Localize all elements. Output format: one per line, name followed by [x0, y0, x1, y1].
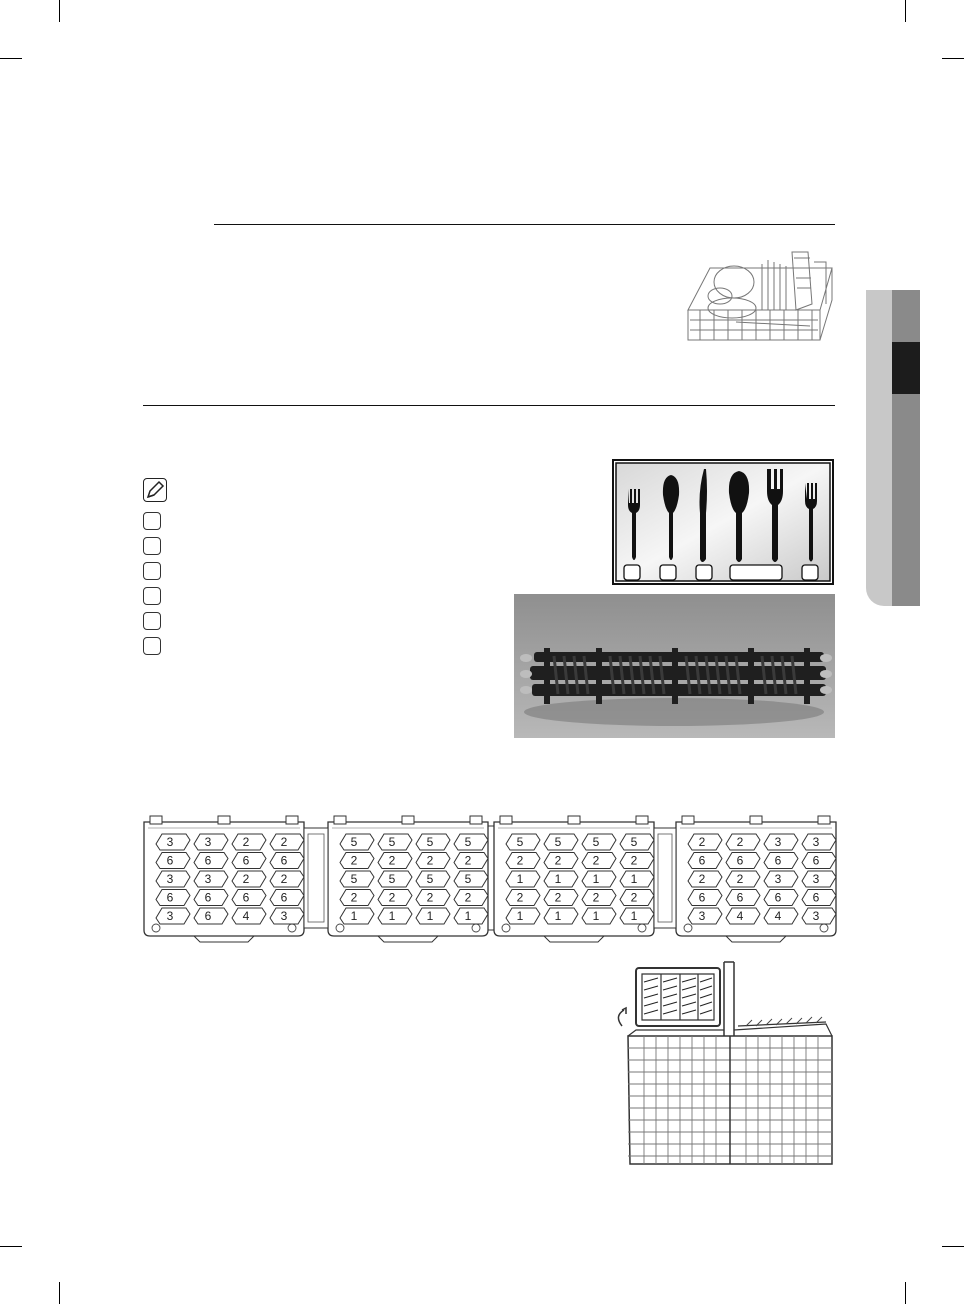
slot-number: 1 — [516, 872, 524, 886]
slot-number: 5 — [426, 835, 434, 849]
slot-number: 3 — [166, 909, 174, 923]
cutlery-basket-photo — [514, 594, 835, 738]
slot-number: 4 — [736, 909, 744, 923]
slot-number: 6 — [698, 853, 706, 868]
slot-number: 1 — [516, 909, 524, 923]
slot-number: 2 — [242, 835, 250, 849]
slot-number: 2 — [388, 890, 396, 905]
crop-mark — [59, 1282, 60, 1304]
cutlery-panel — [328, 816, 488, 942]
slot-number: 1 — [592, 872, 600, 886]
slot-number: 6 — [280, 853, 288, 868]
slot-number: 2 — [464, 890, 472, 905]
slot-number: 6 — [166, 853, 174, 868]
slot-number: 2 — [630, 853, 638, 868]
slot-number: 5 — [464, 872, 472, 886]
slot-number: 2 — [736, 872, 744, 886]
slot-number: 6 — [280, 890, 288, 905]
slot-number: 2 — [280, 872, 288, 886]
slot-number: 6 — [204, 853, 212, 868]
slot-number: 2 — [388, 853, 396, 868]
slot-number: 3 — [774, 872, 782, 886]
slot-number: 3 — [280, 909, 288, 923]
chapter-tab-active — [892, 342, 920, 394]
slot-number: 2 — [426, 853, 434, 868]
slot-number: 4 — [774, 909, 782, 923]
crop-mark — [905, 1282, 906, 1304]
bullet-box-3 — [143, 562, 161, 580]
slot-number: 6 — [774, 853, 782, 868]
slot-number: 3 — [698, 909, 706, 923]
slot-number: 3 — [774, 835, 782, 849]
cutlery-basket-layout — [140, 812, 840, 946]
slot-number: 2 — [554, 853, 562, 868]
crop-mark — [942, 1246, 964, 1247]
lower-rack-illustration — [680, 244, 842, 352]
slot-number: 2 — [698, 835, 706, 849]
slot-number: 3 — [204, 835, 212, 849]
slot-number: 2 — [592, 853, 600, 868]
chapter-tab — [866, 290, 920, 606]
slot-number: 3 — [812, 909, 820, 923]
slot-number: 2 — [554, 890, 562, 905]
slot-number: 3 — [204, 872, 212, 886]
slot-number: 1 — [464, 909, 472, 923]
utensil-label-box — [624, 565, 640, 580]
crop-mark — [942, 58, 964, 59]
slot-number: 5 — [516, 835, 524, 849]
bullet-box-5 — [143, 612, 161, 630]
slot-number: 1 — [554, 909, 562, 923]
crop-mark — [0, 58, 22, 59]
cutlery-panel — [144, 816, 304, 942]
slot-number: 2 — [592, 890, 600, 905]
utensil-label-box — [730, 565, 782, 580]
slot-number: 5 — [630, 835, 638, 849]
slot-number: 5 — [464, 835, 472, 849]
slot-number: 6 — [166, 890, 174, 905]
utensil-type-chart — [612, 459, 834, 585]
utensil-label-box — [660, 565, 676, 580]
slot-number: 6 — [774, 890, 782, 905]
cutlery-panel — [676, 816, 836, 942]
crop-mark — [905, 0, 906, 22]
slot-number: 5 — [592, 835, 600, 849]
slot-number: 5 — [350, 835, 358, 849]
slot-number: 2 — [736, 835, 744, 849]
section-rule-middle — [143, 405, 835, 406]
bullet-box-4 — [143, 587, 161, 605]
slot-number: 2 — [698, 872, 706, 886]
slot-number: 5 — [554, 835, 562, 849]
cutlery-panel — [494, 816, 654, 942]
slot-number: 6 — [204, 909, 212, 923]
slot-number: 1 — [388, 909, 396, 923]
slot-number: 6 — [736, 853, 744, 868]
slot-number: 1 — [630, 909, 638, 923]
utensil-label-box — [696, 565, 712, 580]
slot-number: 2 — [630, 890, 638, 905]
cutlery-basket-lid-illustration — [606, 956, 838, 1168]
slot-number: 1 — [426, 909, 434, 923]
slot-number: 6 — [204, 890, 212, 905]
crop-mark — [0, 1246, 22, 1247]
slot-number: 5 — [350, 872, 358, 886]
slot-number: 2 — [426, 890, 434, 905]
slot-number: 6 — [812, 890, 820, 905]
slot-number: 2 — [350, 890, 358, 905]
slot-number: 3 — [166, 872, 174, 886]
utensil-label-box — [802, 565, 818, 580]
slot-number: 5 — [388, 872, 396, 886]
slot-number: 5 — [388, 835, 396, 849]
slot-number: 1 — [350, 909, 358, 923]
slot-number: 6 — [242, 890, 250, 905]
slot-number: 1 — [554, 872, 562, 886]
bullet-box-1 — [143, 512, 161, 530]
slot-number: 2 — [350, 853, 358, 868]
slot-number: 2 — [464, 853, 472, 868]
bullet-box-2 — [143, 537, 161, 555]
slot-number: 2 — [516, 890, 524, 905]
slot-number: 6 — [698, 890, 706, 905]
slot-number: 6 — [242, 853, 250, 868]
slot-number: 5 — [426, 872, 434, 886]
bullet-box-6 — [143, 637, 161, 655]
section-rule-top — [214, 224, 835, 225]
slot-number: 3 — [812, 835, 820, 849]
slot-number: 3 — [812, 872, 820, 886]
panel-hinge — [654, 828, 676, 928]
slot-number: 2 — [516, 853, 524, 868]
slot-number: 1 — [630, 872, 638, 886]
slot-number: 6 — [812, 853, 820, 868]
note-icon — [143, 478, 167, 502]
slot-number: 3 — [166, 835, 174, 849]
slot-number: 1 — [592, 909, 600, 923]
slot-number: 6 — [736, 890, 744, 905]
panel-hinge — [304, 828, 328, 928]
slot-number: 2 — [242, 872, 250, 886]
slot-number: 4 — [242, 909, 250, 923]
slot-number: 2 — [280, 835, 288, 849]
crop-mark — [59, 0, 60, 22]
